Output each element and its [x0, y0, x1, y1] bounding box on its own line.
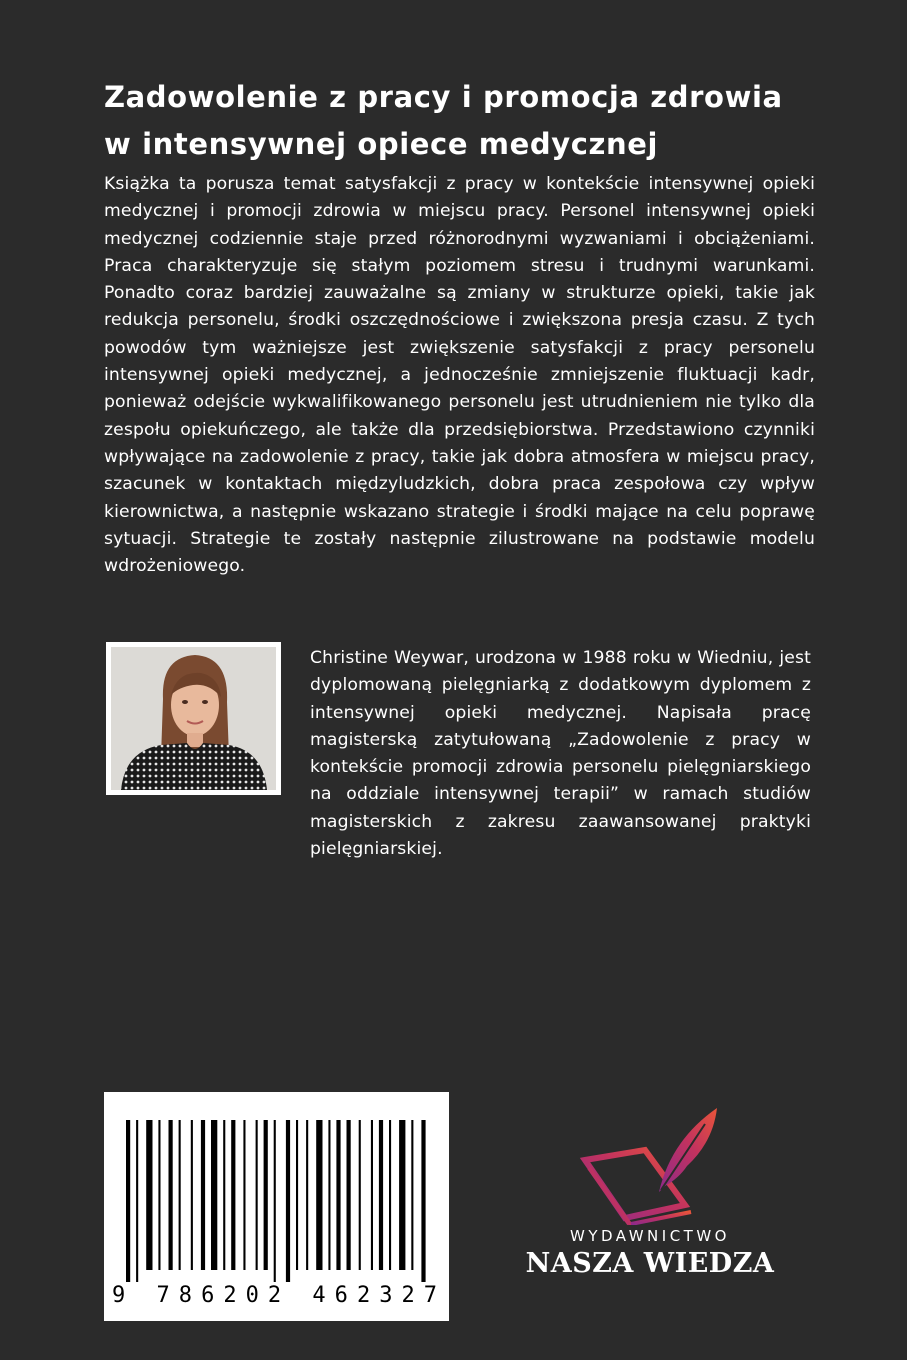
author-photo — [106, 642, 281, 795]
barcode-bar — [306, 1120, 308, 1270]
barcode-bar — [296, 1120, 298, 1270]
barcode-bar — [256, 1120, 258, 1270]
barcode-bar — [347, 1120, 351, 1270]
publisher-block — [520, 1100, 780, 1290]
barcode-bar — [264, 1120, 268, 1270]
author-portrait-icon — [111, 647, 276, 790]
book-title — [104, 74, 824, 168]
barcode-bar — [399, 1120, 405, 1270]
barcode-bar — [191, 1120, 193, 1270]
barcode-bar — [126, 1120, 130, 1282]
barcode-bar — [158, 1120, 160, 1270]
book-title-line-2: w intensywnej opiece medycznej — [104, 127, 659, 161]
isbn-barcode — [104, 1092, 449, 1321]
barcode-bar — [274, 1120, 276, 1282]
barcode-bar — [231, 1120, 235, 1270]
barcode-bar — [316, 1120, 322, 1270]
barcode-bar — [389, 1120, 391, 1270]
publisher-name: NASZA WIEDZA — [525, 1248, 775, 1279]
barcode-bar — [286, 1120, 290, 1282]
book-feather-logo-icon — [575, 1100, 725, 1225]
barcode-bar — [379, 1120, 383, 1270]
barcode-bars — [126, 1120, 426, 1282]
author-bio: Christine Weywar, urodzona w 1988 roku w Wiedniu, jest dyplomowaną pielęgniarką z dodatkowym dyplomem z intensywnej opieki medycznej. Napisała pracę magisterską zatytułowaną „Zadowolenie z pracy w kontekście promocji zdrowia personelu pielęgniarskiego na oddziale intensywnej terapii” w ramach studiów magisterskich z zakresu zaawansowanej praktyki pielęgniarskiej. — [310, 648, 811, 860]
barcode-bar — [371, 1120, 373, 1270]
book-description: Książka ta porusza temat satysfakcji z pracy w kontekście intensywnej opieki medycznej i promocji zdrowia w miejscu pracy. Personel intensywnej opieki medycznej codziennie staje przed różnorodnymi wyzwaniami i obciążeniami. Praca charakteryzuje się stałym poziomem stresu i trudnymi warunkami. Ponadto coraz bardziej zauważalne są zmiany w strukturze opieki, takie jak redukcja personelu, środki oszczędnościowe i zwiększona presja czasu. Z tych powodów tym ważniejsze jest zwiększenie satysfakcji z pracy personelu intensywnej opieki medycznej, a jednocześnie zmniejszenie fluktuacji kadr, ponieważ odejście wykwalifikowanego personelu jest utrudnieniem nie tylko dla zespołu opiekuńczego, ale także dla przedsiębiorstwa. Przedstawiono czynniki wpływające na zadowolenie z pracy, takie jak dobra atmosfera w miejscu pracy, szacunek w kontaktach międzyludzkich, dobra praca zespołowa czy wpływ kierownictwa, a następnie wskazano strategie i środki mające na celu poprawę sytuacji. Strategie te zostały następnie zilustrowane na podstawie modelu wdrożeniowego. — [104, 174, 815, 577]
barcode-bar — [201, 1120, 205, 1270]
barcode-bar — [421, 1120, 425, 1282]
barcode-bar — [243, 1120, 245, 1270]
barcode-bar — [359, 1120, 361, 1270]
barcode-bar — [336, 1120, 340, 1270]
barcode-bar — [169, 1120, 173, 1270]
isbn-digits: 9 786202 462327 — [112, 1283, 438, 1308]
barcode-bar — [328, 1120, 330, 1270]
book-title-line-1: Zadowolenie z pracy i promocja zdrowia — [104, 80, 783, 114]
barcode-bar — [211, 1120, 217, 1270]
publisher-label: WYDAWNICTWO — [570, 1227, 730, 1245]
barcode-bar — [146, 1120, 152, 1270]
barcode-bar — [223, 1120, 225, 1270]
barcode-bar — [136, 1120, 138, 1282]
barcode-bar — [411, 1120, 413, 1270]
barcode-bar — [179, 1120, 181, 1270]
barcode-icon — [104, 1092, 449, 1321]
